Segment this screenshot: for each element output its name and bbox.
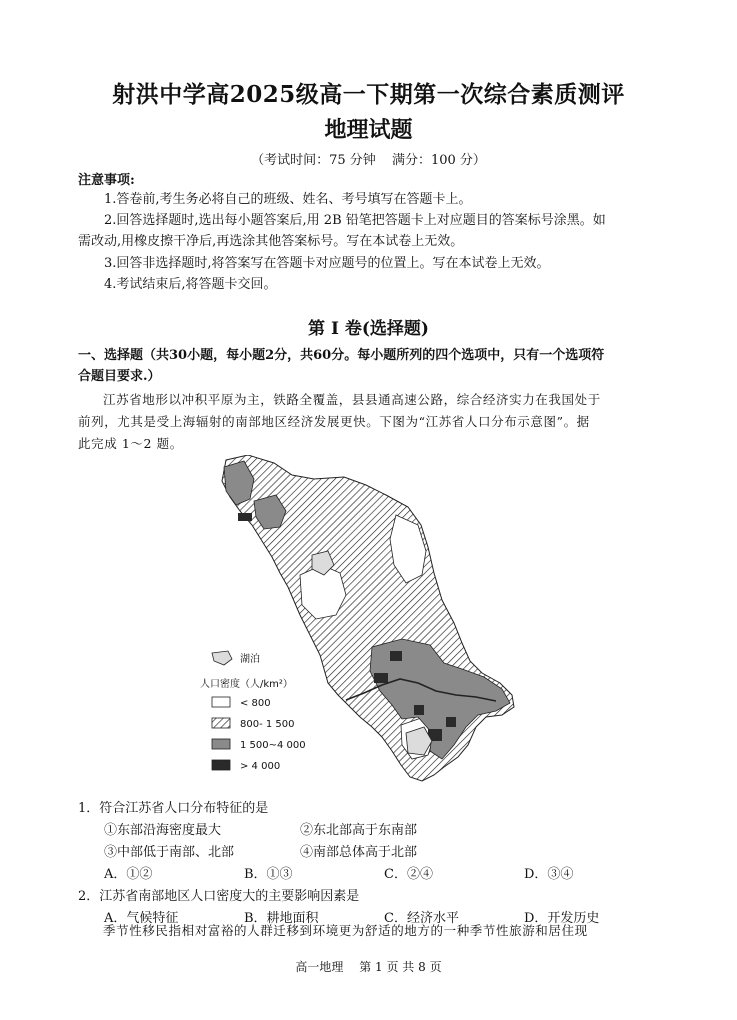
question-1-statement: ④南部总体高于北部: [300, 845, 418, 860]
exam-info: [0, 149, 737, 168]
legend-swatch-high: [212, 739, 230, 749]
note-item: 3.回答非选择题时,将答案写在答题卡对应题号的位置上。写在本试卷上无效。: [104, 256, 550, 271]
legend-swatch-low: [212, 697, 230, 707]
legend-swatch-very-high: [212, 760, 230, 770]
question-2-option-d: D．开发历史: [524, 911, 600, 926]
map-svg: [196, 455, 526, 790]
choice-instructions: [78, 345, 668, 387]
legend-title: 人口密度（人/km²）: [200, 679, 293, 690]
question-1-option-d: D．③④: [524, 867, 574, 882]
choice-instructions-line: 一、选择题（共30小题，每小题2分，共60分。每小题所列的四个选项中，只有一个选项符: [78, 348, 605, 363]
passage-2-line: 季节性移民指相对富裕的人群迁移到环境更为舒适的地方的一种季节性旅游和居住现: [103, 923, 588, 938]
city-very-high-density: [374, 673, 388, 683]
question-2-option-a: A．气候特征: [104, 911, 179, 926]
jiangsu-population-map: [196, 455, 526, 790]
question-1-statement: ①东部沿海密度最大: [104, 823, 222, 838]
legend-label-very-high: > 4 000: [240, 761, 281, 772]
legend-label-high: 1 500~4 000: [240, 740, 306, 751]
question-1-statement: ②东北部高于东南部: [300, 823, 418, 838]
note-item: 2.回答选择题时,选出每小题答案后,用 2B 铅笔把答题卡上对应题目的答案标号涂黑。如: [104, 213, 606, 228]
legend-label-low: < 800: [240, 698, 271, 709]
question-2-option-c: C．经济水平: [384, 911, 459, 926]
legend-lake-swatch: [212, 651, 232, 665]
note-item: 需改动,用橡皮擦干净后,再选涂其他答案标号。写在本试卷上无效。: [78, 234, 464, 249]
city-very-high-density: [414, 705, 424, 715]
map-legend: [200, 651, 306, 772]
choice-instructions-line: 合题目要求.）: [78, 369, 161, 384]
notes-heading: 注意事项:: [78, 173, 135, 188]
legend-label-medium: 800- 1 500: [240, 719, 295, 730]
question-1-option-a: A．①②: [104, 867, 153, 882]
question-1-option-b: B．①③: [244, 867, 293, 882]
city-very-high-density: [238, 513, 252, 521]
question-2-stem: 2．江苏省南部地区人口密度大的主要影响因素是: [78, 889, 360, 904]
page-footer: 高一地理 第 1 页 共 8 页: [295, 960, 442, 974]
question-1-option-c: C．②④: [384, 867, 433, 882]
question-2-option-b: B．耕地面积: [244, 911, 319, 926]
passage-line: 前列，尤其是受上海辐射的南部地区经济发展更快。下图为“江苏省人口分布示意图”。据: [78, 414, 590, 429]
note-item: 4.考试结束后,将答题卡交回。: [104, 277, 277, 292]
legend-lake-label: 湖泊: [240, 654, 260, 665]
city-very-high-density: [446, 717, 456, 727]
legend-swatch-medium: [212, 718, 230, 728]
question-1-statement: ③中部低于南部、北部: [104, 845, 235, 860]
exam-score: 满分：100 分）: [391, 153, 486, 168]
exam-subject-title: 地理试题: [324, 117, 413, 143]
city-very-high-density: [390, 651, 402, 661]
question-1-stem: 1．符合江苏省人口分布特征的是: [78, 801, 269, 816]
passage-line: 此完成 1～2 题。: [78, 436, 183, 451]
passage-line: 江苏省地形以冲积平原为主，铁路全覆盖，县县通高速公路，综合经济实力在我国处于: [103, 392, 601, 407]
section-title: 第 I 卷(选择题): [308, 319, 429, 339]
exam-title: 射洪中学高2025级高一下期第一次综合素质测评: [112, 81, 625, 108]
exam-time: （考试时间：75 分钟: [251, 153, 376, 168]
note-item: 1.答卷前,考生务必将自己的班级、姓名、考号填写在答题卡上。: [104, 192, 472, 207]
